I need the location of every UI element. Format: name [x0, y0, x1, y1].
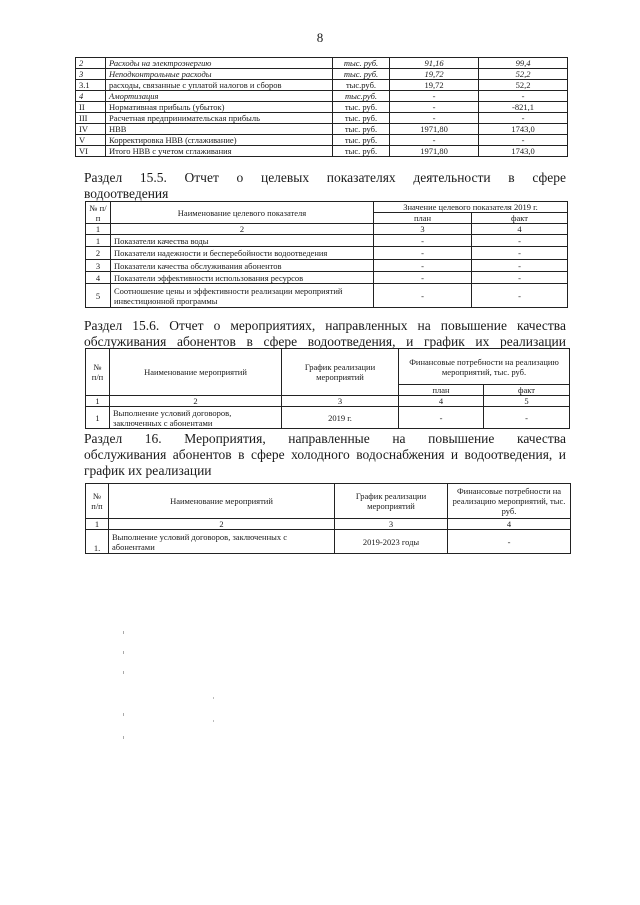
table-row — [86, 284, 568, 308]
section-15-6-title-line1: Раздел 15.6. Отчет о мероприятиях, направленных на повышение качества — [84, 318, 566, 333]
row-name: Показатели качества обслуживания абонентов — [111, 260, 374, 272]
header-measure-name: Наименование мероприятий — [110, 349, 282, 396]
measures-report-table — [85, 348, 570, 429]
column-index: 4 — [399, 396, 484, 407]
row-unit: тыс. руб. — [333, 113, 390, 124]
column-index: 4 — [472, 224, 568, 235]
row-name: Выполнение условий договоров, заключенных с абонентами — [109, 530, 335, 554]
row-fact: 52,2 — [479, 69, 568, 80]
row-schedule: 2019 г. — [282, 407, 399, 429]
column-index: 3 — [282, 396, 399, 407]
table-row — [86, 260, 568, 272]
row-name: Корректировка НВВ (сглаживание) — [106, 135, 333, 146]
table-row — [76, 69, 568, 80]
header-indicator-name: Наименование целевого показателя — [111, 202, 374, 224]
column-index: 1 — [86, 224, 111, 235]
table-row — [76, 102, 568, 113]
table-row — [86, 235, 568, 247]
row-name: Выполнение условий договоров, заключенных с абонентами — [110, 407, 282, 429]
row-fact: - — [472, 272, 568, 284]
row-plan: - — [374, 247, 472, 260]
table-row — [76, 124, 568, 135]
page-number: 8 — [316, 30, 324, 45]
row-num: VI — [76, 146, 106, 157]
row-fact: - — [479, 113, 568, 124]
row-num: 2 — [86, 247, 111, 260]
column-index: 5 — [484, 396, 570, 407]
section-16-title-line3: график их реализации — [84, 463, 212, 478]
row-plan: - — [374, 272, 472, 284]
row-unit: тыс. руб. — [333, 124, 390, 135]
table-row — [86, 530, 571, 554]
row-plan: - — [374, 284, 472, 308]
row-plan: - — [390, 113, 479, 124]
row-name: Амортизация — [106, 91, 333, 102]
header-financial-needs: Финансовые потребности на реализацию мероприятий, тыс. руб. — [448, 484, 571, 519]
row-name: Соотношение цены и эффективности реализации мероприятий инвестиционной программы — [111, 284, 374, 308]
table-row — [76, 58, 568, 69]
row-plan: - — [374, 235, 472, 247]
header-num: № п/п — [86, 484, 109, 519]
row-plan: 91,16 — [390, 58, 479, 69]
section-15-6-heading — [84, 318, 566, 350]
section-16-title-line2: обслуживания абонентов в сфере холодного водоснабжения и водоотведения, и — [84, 447, 566, 462]
costs-table-body — [76, 58, 568, 157]
row-fact: - — [472, 260, 568, 272]
row-num: 1. — [86, 530, 109, 554]
column-index: 2 — [109, 519, 335, 530]
row-fact: - — [472, 284, 568, 308]
column-index: 1 — [86, 519, 109, 530]
scan-mark — [123, 651, 124, 654]
row-num: II — [76, 102, 106, 113]
target-indicators-table — [85, 201, 568, 308]
row-plan: - — [390, 135, 479, 146]
row-unit: тыс.руб. — [333, 80, 390, 91]
section-16-title-line1: Раздел 16. Мероприятия, направленные на повышение качества — [84, 431, 566, 446]
measures-plan-table — [85, 483, 571, 554]
row-num: IV — [76, 124, 106, 135]
row-plan: 1971,80 — [390, 124, 479, 135]
row-name: расходы, связанные с уплатой налогов и сборов — [106, 80, 333, 91]
row-num: 3.1 — [76, 80, 106, 91]
row-fact: - — [484, 407, 570, 429]
row-fact: 1743,0 — [479, 124, 568, 135]
row-name: Показатели надежности и бесперебойности водоотведения — [111, 247, 374, 260]
row-fact: 1743,0 — [479, 146, 568, 157]
row-num: 1 — [86, 235, 111, 247]
header-measure-name: Наименование мероприятий — [109, 484, 335, 519]
column-index: 1 — [86, 396, 110, 407]
section-15-6-title-line2: обслуживания абонентов в сфере водоотведения, и график их реализации — [84, 334, 566, 349]
row-num: III — [76, 113, 106, 124]
section-15-5-title-line1: Раздел 15.5. Отчет о целевых показателях деятельности в сфере — [84, 170, 566, 185]
column-index: 2 — [110, 396, 282, 407]
row-fact: 99,4 — [479, 58, 568, 69]
table-row — [76, 135, 568, 146]
table-row — [86, 272, 568, 284]
row-num: 1 — [86, 407, 110, 429]
table-row — [76, 80, 568, 91]
row-unit: тыс. руб. — [333, 69, 390, 80]
header-financial-needs: Финансовые потребности на реализацию мероприятий, тыс. руб. — [399, 349, 570, 385]
header-fact: факт — [484, 385, 570, 396]
scan-mark — [213, 697, 214, 699]
row-name: НВВ — [106, 124, 333, 135]
row-fact: 52,2 — [479, 80, 568, 91]
row-num: 2 — [76, 58, 106, 69]
scan-mark — [213, 720, 214, 722]
row-plan: - — [390, 102, 479, 113]
column-index: 2 — [111, 224, 374, 235]
header-plan: план — [399, 385, 484, 396]
row-plan: - — [390, 91, 479, 102]
row-unit: тыс. руб. — [333, 135, 390, 146]
row-num: V — [76, 135, 106, 146]
row-plan: 19,72 — [390, 80, 479, 91]
row-num: 4 — [76, 91, 106, 102]
row-schedule: 2019-2023 годы — [335, 530, 448, 554]
table-row — [76, 146, 568, 157]
row-name: Расходы на электроэнергию — [106, 58, 333, 69]
scan-mark — [123, 713, 124, 716]
row-plan: - — [374, 260, 472, 272]
row-plan: 19,72 — [390, 69, 479, 80]
row-num: 3 — [86, 260, 111, 272]
scan-mark — [123, 671, 124, 674]
row-financial-needs: - — [448, 530, 571, 554]
row-num: 4 — [86, 272, 111, 284]
row-num: 5 — [86, 284, 111, 308]
row-fact: - — [472, 235, 568, 247]
header-schedule: График реализации мероприятий — [282, 349, 399, 396]
row-unit: тыс.руб. — [333, 91, 390, 102]
header-plan: план — [374, 213, 472, 224]
row-fact: - — [479, 91, 568, 102]
row-plan: - — [399, 407, 484, 429]
row-name: Итого НВВ с учетом сглаживания — [106, 146, 333, 157]
header-num: № п/п — [86, 349, 110, 396]
table-row — [76, 91, 568, 102]
row-fact: - — [479, 135, 568, 146]
row-fact: - — [472, 247, 568, 260]
section-15-5-title-line2: водоотведения — [84, 186, 169, 201]
row-name: Показатели эффективности использования ресурсов — [111, 272, 374, 284]
scan-mark — [123, 736, 124, 739]
row-plan: 1971,80 — [390, 146, 479, 157]
costs-table — [75, 57, 568, 157]
header-num: № п/п — [86, 202, 111, 224]
table-row — [76, 113, 568, 124]
row-unit: тыс. руб. — [333, 58, 390, 69]
row-name: Показатели качества воды — [111, 235, 374, 247]
header-schedule: График реализации мероприятий — [335, 484, 448, 519]
column-index: 3 — [335, 519, 448, 530]
row-unit: тыс. руб. — [333, 102, 390, 113]
section-15-5-heading — [84, 170, 566, 202]
column-index: 4 — [448, 519, 571, 530]
header-target-value: Значение целевого показателя 2019 г. — [374, 202, 568, 213]
table-row — [86, 247, 568, 260]
row-fact: -821,1 — [479, 102, 568, 113]
section-16-heading — [84, 431, 566, 479]
table-row — [86, 407, 570, 429]
scan-mark — [123, 631, 124, 634]
column-index: 3 — [374, 224, 472, 235]
row-name: Расчетная предпринимательская прибыль — [106, 113, 333, 124]
header-fact: факт — [472, 213, 568, 224]
row-num: 3 — [76, 69, 106, 80]
row-name: Нормативная прибыль (убыток) — [106, 102, 333, 113]
row-name: Неподконтрольные расходы — [106, 69, 333, 80]
row-unit: тыс. руб. — [333, 146, 390, 157]
